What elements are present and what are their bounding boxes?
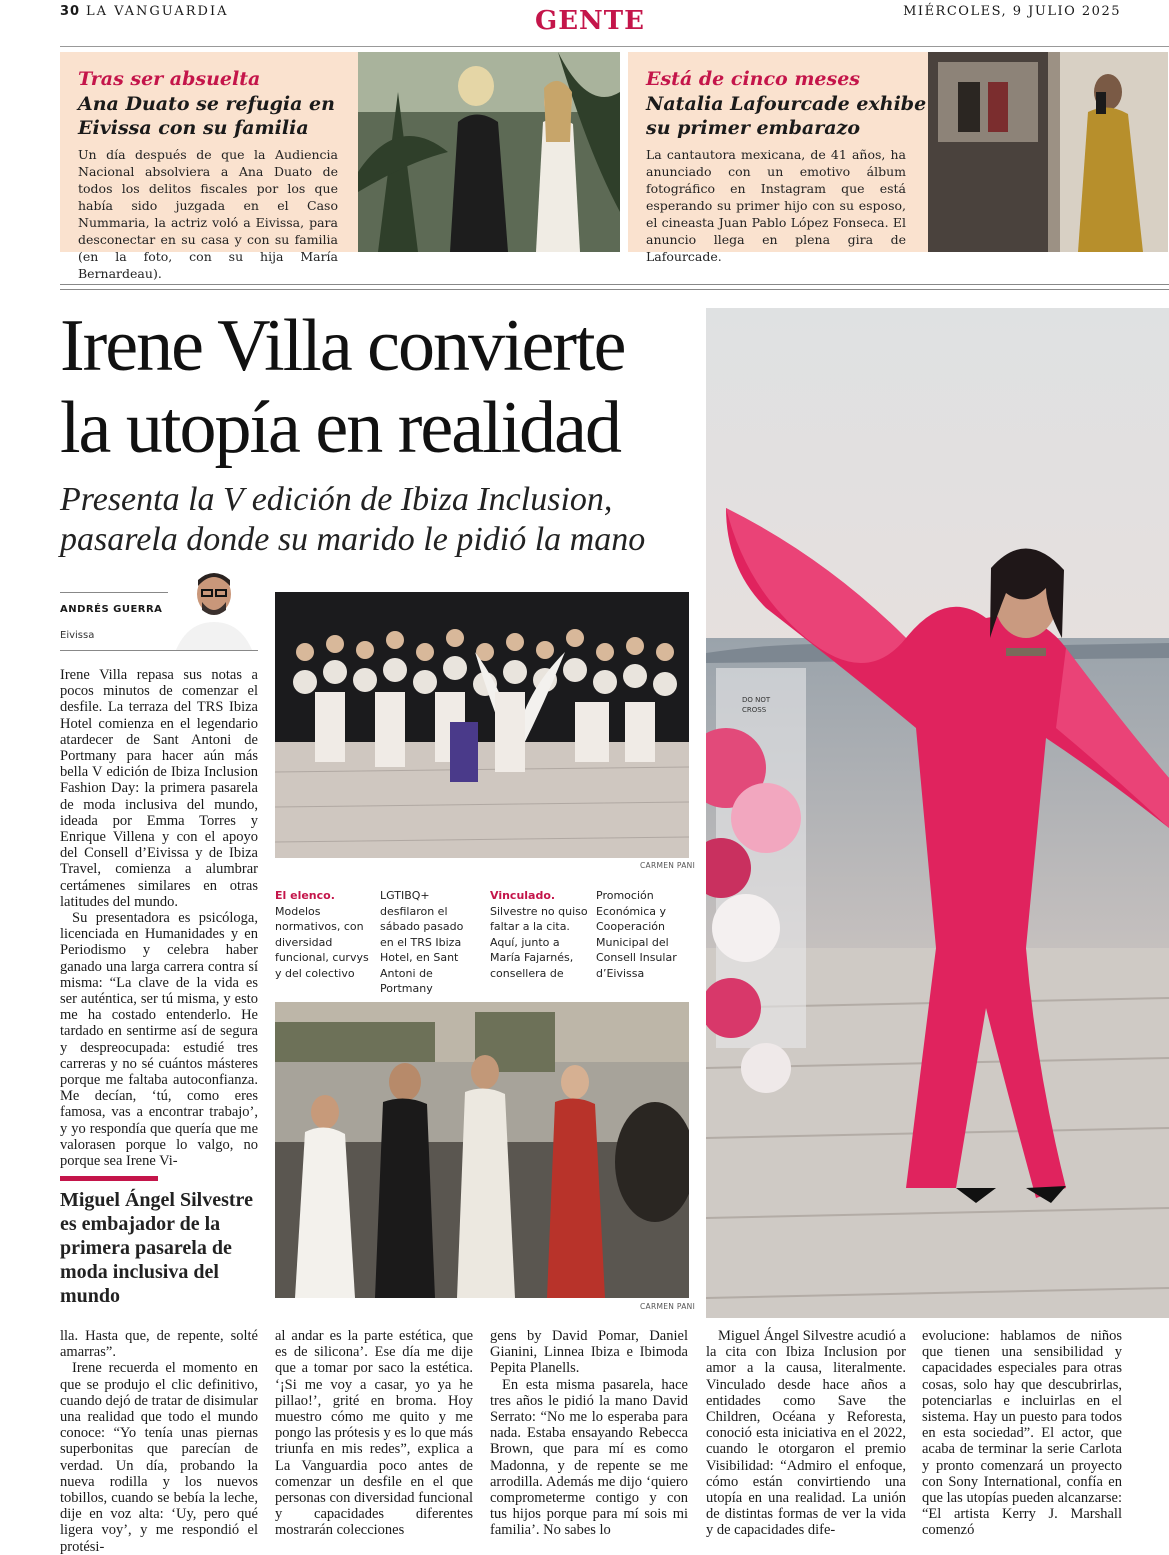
header-rule [60, 46, 1169, 47]
pullquote-bar [60, 1176, 158, 1181]
photo-credit: CARMEN PANI [640, 861, 696, 870]
article-column-1: Irene Villa repasa sus notas a pocos minutos de comenzar el desfile. La terraza del TRS Ibiza Hotel comienza en el legendario atardecer de Sant Antoni de Portmany para hacer aún más bella V edición de Ibiza Inclusion Fashion Day: la primera pasarela de moda inclusiva del mundo, ideada por Emma Torres y Enrique Villena y con el apoyo del Consell d’Eivissa y de Ibiza Travel, comienza a alumbrar certámenes similares en otras latitudes del mundo. Su presentadora es psicóloga, licenciada en Humanidades y en Periodismo y celebra haber ganado una larga carrera contra sí misma: “La clave de la vida es ser auténtica, ser tú misma, y esto me ha costado entenderlo. He tardado en sentirme así de segura y despreocupada: estudié tres carreras y no sé cuántos másteres porque me faltaba autoconfianza. Me decían, ‘tú, como eres famosa, vas a encontrar trabajo’, y yo respondía que quería que me valorasen porque lo valgo, no porque sea Irene Vi- [60, 667, 258, 1170]
brief-ana-duato [60, 52, 620, 281]
dateline: Eivissa [60, 630, 95, 641]
brief-title: Natalia Lafourcade exhibe su primer embarazo [646, 93, 927, 139]
pullquote: Miguel Ángel Silvestre es embajador de la primera pasarela de moda inclusiva del mundo [60, 1189, 253, 1307]
publication-name: LA VANGUARDIA [86, 4, 229, 19]
page-number: 30 [60, 4, 81, 19]
photo-credit: CARMEN PANI [640, 1302, 696, 1311]
brief-text: La cantautora mexicana, de 41 años, ha anunciado con un emotivo álbum fotográfico en Instagram que está esperando su primer hijo con su esposo, el cineasta Juan Pablo López Fonseca. El anuncio llega en plena gira de Lafourcade. [646, 147, 906, 264]
article-column-b5: evolucione: hablamos de niños que tienen una sensibilidad y capacidades especiales para otras cosas, solo hay que descubrirlas, potenciarlas e incluirlas en el sistema. Hay un puesto para todos en esta sociedad”. El actor, que acaba de terminar la serie Carlota y pronto comenzará un proyecto con Sony International, confía en que las utopías pueden alcanzarse: “El artista Kerry J. Marshall comenzó [922, 1328, 1122, 1539]
article-column-b4: Miguel Ángel Silvestre acudió a la cita con Ibiza Inclusion por amor a la causa, literalmente. Vinculado desde hace años a entidades como Save the Children, Océana y Reforesta, conoció esta iniciativa en el 2022, cuando le otorgaron el premio Visibilidad: “Admiro el enfoque, cómo están convirtiendo una utopía en una realidad. La unión de distintas formas de ver la vida y de capacidades dife- [706, 1328, 906, 1539]
photo-silvestre [275, 1002, 689, 1298]
section-title: GENTE [535, 6, 645, 36]
brief-kicker: Tras ser absuelta [78, 68, 261, 90]
brief-photo [358, 52, 620, 252]
main-photo-irene-villa [706, 308, 1169, 1318]
page-header [0, 0, 1169, 42]
photo-cast [275, 592, 689, 858]
brief-title: Ana Duato se refugia en Eivissa con su familia [78, 93, 335, 139]
caption-silvestre-2: Promoción Económica y Cooperación Municipal del Consell Insular d’Eivissa [596, 889, 677, 980]
brief-natalia-lafourcade [628, 52, 1168, 264]
svg-text:DO NOT: DO NOT [742, 696, 771, 704]
issue-date: MIÉRCOLES, 9 JULIO 2025 [903, 4, 1121, 19]
caption-silvestre-1: Vinculado. Silvestre no quiso faltar a la cita. Aquí, junto a María Fajarnés, consellera de [490, 889, 588, 980]
article-column-b3: gens by David Pomar, Daniel Gianini, Linnea Ibiza e Ibimoda Pepita Planells. En esta misma pasarela, hace tres años le pidió la mano David Serrato: “No me lo esperaba para nada. Estaba ensayando Rebecca Brown, que para mí es como Madonna, y de repente se me arrodilla. Además me dijo ‘quiero comprometerme contigo y con tus hijos porque para mí sois mi familia’. No sabes lo [490, 1328, 688, 1539]
article-subhead: Presenta la V edición de Ibiza Inclusion, pasarela donde su marido le pidió la mano [60, 481, 646, 558]
brief-kicker: Está de cinco meses [646, 68, 861, 90]
author-photo [168, 568, 258, 650]
byline-rule [60, 650, 258, 651]
brief-text: Un día después de que la Audiencia Nacional absolviera a Ana Duato de todos los delitos fiscales por los que había sido juzgada en el Caso Nummaria, la actriz voló a Eivissa, para desconectar en su casa y con su familia (en la foto, con su hija María Bernardeau). [78, 147, 338, 281]
article-column-b1: lla. Hasta que, de repente, solté amarras”. Irene recuerda el momento en que se produjo el clic definitivo, cuando dejó de tratar de disimular una realidad que todo el mundo conoce: “Yo tenía unas piernas superbonitas que parecían de verdad. Un día, probando la nueva rodilla y los nuevos tobillos, cuando se bebía la leche, dije en voz alta: ‘Uy, pero qué ligera voy’, y me respondió el protési- [60, 1328, 258, 1555]
article-headline: Irene Villa convierte la utopía en realidad [60, 305, 625, 469]
author-name: ANDRÉS GUERRA [60, 604, 163, 615]
caption-cast-2: LGTIBQ+ desfilaron el sábado pasado en el TRS Ibiza Hotel, en Sant Antoni de Portmany [380, 889, 464, 995]
brief-photo [928, 52, 1168, 252]
section-divider [60, 284, 1169, 290]
caption-cast-1: El elenco. Modelos normativos, con diversidad funcional, curvys y del colectivo [275, 889, 369, 980]
svg-text:CROSS: CROSS [742, 706, 767, 714]
article-column-b2: al andar es la parte estética, que es de silicona’. Ese día me dije que a tomar por saco la estética. ‘¡Si me voy a casar, yo ya he pillao!’, grité en broma. Hoy muestro cómo me quito y me pongo las prótesis y es lo que más triunfa en mis redes”, explica a La Vanguardia poco antes de comenzar un desfile en el que personas con diversidad funcional y capacidades diferentes mostrarán colecciones [275, 1328, 473, 1539]
